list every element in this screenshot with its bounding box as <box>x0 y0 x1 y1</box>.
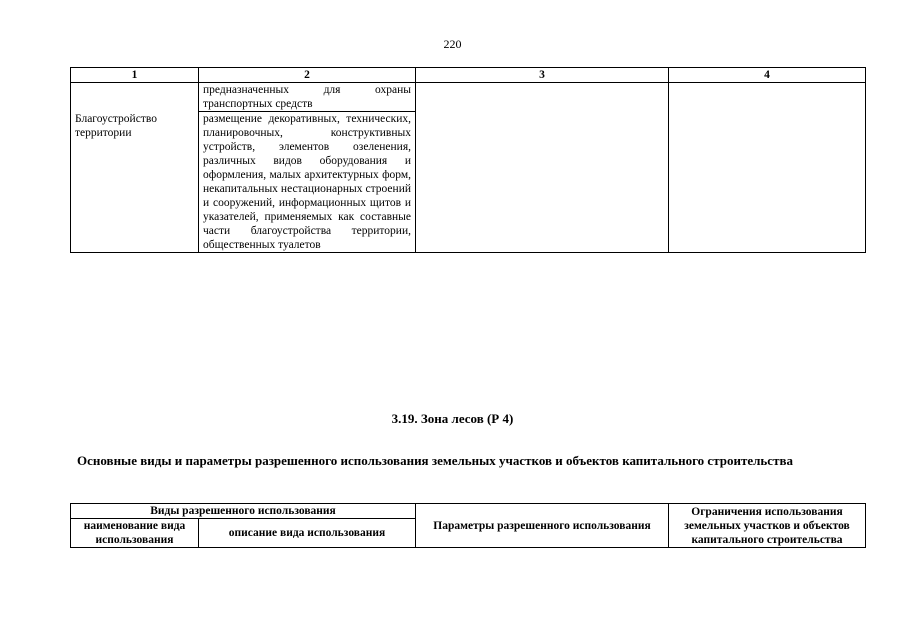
name-header: наименование вида использования <box>71 519 199 548</box>
params-header: Параметры разрешенного использования <box>416 504 669 548</box>
group-header: Виды разрешенного использования <box>71 504 416 519</box>
continued-description: предназначенных для охраны транспортных средств <box>199 83 416 112</box>
use-description-cell: размещение декоративных, технических, планировочных, конструктивных устройств, элементов озеленения, различных видов оборудования и оформления, малых архитектурных форм, некапитальных нестационарных строений и сооружений, информационных щитов и указателей, применяемых как составные части благоустройства территории, общественных туалетов <box>199 112 416 253</box>
page-number: 220 <box>443 37 462 51</box>
table-header-row <box>71 68 866 83</box>
section-paragraph: Основные виды и параметры разрешенного использования земельных участков и объектов капитального строительства <box>77 453 793 468</box>
permitted-use-table-continued <box>70 67 866 253</box>
permitted-use-header-table <box>70 503 866 548</box>
restrictions-header: Ограничения использования земельных участков и объектов капитального строительства <box>669 504 866 548</box>
table-row <box>71 83 866 112</box>
section-title: 3.19. Зона лесов (Р 4) <box>391 411 514 426</box>
column-number-3: 3 <box>416 68 669 83</box>
restrictions-cell <box>669 83 866 253</box>
column-number-2: 2 <box>199 68 416 83</box>
use-name-cell: Благоустройство территории <box>71 112 199 253</box>
description-header: описание вида использования <box>199 519 416 548</box>
column-number-1: 1 <box>71 68 199 83</box>
column-number-4: 4 <box>669 68 866 83</box>
params-cell <box>416 83 669 253</box>
